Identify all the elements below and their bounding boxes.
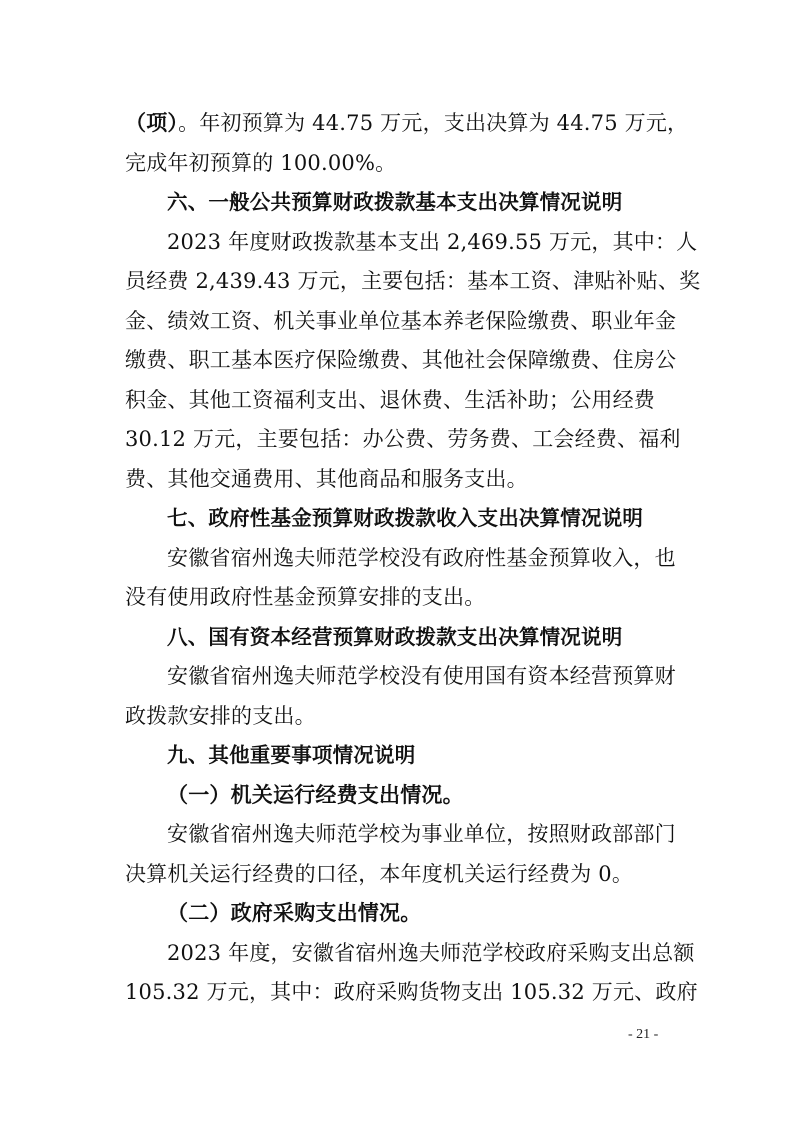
text-line: 缴费、职工基本医疗保险缴费、其他社会保障缴费、住房公	[125, 348, 677, 372]
text-line: 30.12 万元，主要包括：办公费、劳务费、工会经费、福利	[125, 427, 681, 451]
page-number-text: - 21 -	[628, 1027, 659, 1042]
document-body	[125, 104, 701, 1013]
text-line	[125, 104, 689, 144]
text-line: 金、绩效工资、机关事业单位基本养老保险缴费、职业年金	[125, 308, 677, 333]
text-line: 2023 年度，安徽省宿州逸夫师范学校政府采购支出总额	[167, 940, 695, 965]
text-line: 安徽省宿州逸夫师范学校没有使用国有资本经营预算财	[167, 664, 676, 688]
section-heading: 九、其他重要事项情况说明	[167, 743, 416, 767]
text-line: 2023 年度财政拨款基本支出 2,469.55 万元，其中：人	[167, 229, 698, 254]
text-line: 积金、其他工资福利支出、退休费、生活补助；公用经费	[125, 387, 655, 412]
text-line: 员经费 2,439.43 万元，主要包括：基本工资、津贴补贴、奖	[125, 269, 701, 293]
text-line: 105.32 万元，其中：政府采购货物支出 105.32 万元、政府	[125, 980, 698, 1004]
text-span: 。年初预算为 44.75 万元，支出决算为 44.75 万元，	[178, 111, 689, 135]
section-heading: 六、一般公共预算财政拨款基本支出决算情况说明	[167, 190, 623, 214]
text-line: 政拨款安排的支出。	[125, 703, 316, 728]
text-line: 完成年初预算的 100.00%。	[125, 150, 397, 175]
text-line: 决算机关运行经费的口径，本年度机关运行经费为 0。	[125, 861, 634, 886]
subsection-heading: （一）机关运行经费支出情况。	[167, 782, 464, 807]
text-line: 没有使用政府性基金预算安排的支出。	[125, 585, 486, 609]
subsection-heading: （二）政府采购支出情况。	[167, 901, 422, 925]
item-label: （项）	[125, 111, 179, 135]
section-heading: 八、国有资本经营预算财政拨款支出决算情况说明	[167, 624, 623, 649]
text-line: 安徽省宿州逸夫师范学校为事业单位，按照财政部部门	[167, 822, 676, 846]
text-line: 费、其他交通费用、其他商品和服务支出。	[125, 466, 528, 491]
section-heading: 七、政府性基金预算财政拨款收入支出决算情况说明	[167, 506, 644, 530]
text-line: 安徽省宿州逸夫师范学校没有政府性基金预算收入，也	[167, 545, 676, 570]
